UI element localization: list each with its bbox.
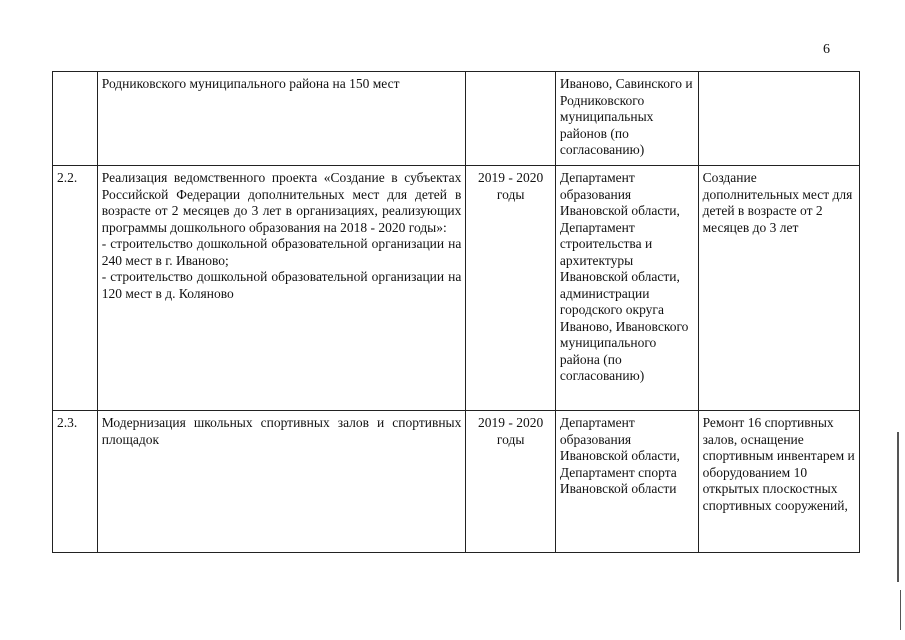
table-row (53, 411, 860, 553)
activity-name-text: Модернизация школьных спортивных залов и спортивных площадок (101, 415, 462, 447)
activity-name-text: Родниковского муниципального района на 150 мест (101, 76, 400, 91)
row-number-cell (53, 72, 98, 166)
executor-cell: Департамент образования Ивановской области, Департамент спорта Ивановской области (555, 411, 698, 553)
term-cell (466, 72, 556, 166)
table-row (53, 166, 860, 411)
table-row (53, 72, 860, 166)
row-number-cell: 2.2. (53, 166, 98, 411)
scan-edge-mark (900, 590, 901, 630)
activity-subitem-text: - строительство дошкольной образовательной организации на 120 мест в д. Коляново (101, 269, 462, 301)
result-cell (698, 72, 859, 166)
scan-edge-mark (897, 432, 899, 582)
result-cell: Создание дополнительных мест для детей в возрасте от 2 месяцев до 3 лет (698, 166, 859, 411)
executor-cell: Иваново, Савинского и Родниковского муниципальных районов (по согласованию) (555, 72, 698, 166)
row-number-cell: 2.3. (53, 411, 98, 553)
page-number: 6 (823, 42, 830, 57)
executor-cell: Департамент образования Ивановской области, Департамент строительства и архитектуры Ивановской области, администрации городского округа Иваново, Ивановского муниципального района (по согласованию) (555, 166, 698, 411)
term-cell: 2019 - 2020 годы (466, 166, 556, 411)
activity-name-cell (97, 72, 466, 166)
activity-name-cell (97, 166, 466, 411)
result-cell: Ремонт 16 спортивных залов, оснащение спортивным инвентарем и оборудованием 10 открытых плоскостных спортивных сооружений, (698, 411, 859, 553)
activity-subitem-text: - строительство дошкольной образовательной организации на 240 мест в г. Иваново; (101, 236, 462, 268)
term-cell: 2019 - 2020 годы (466, 411, 556, 553)
activity-name-cell (97, 411, 466, 553)
activities-table (52, 71, 860, 553)
activity-name-text: Реализация ведомственного проекта «Создание в субъектах Российской Федерации дополнительных мест для детей в возрасте от 2 месяцев до 3 лет в организациях, реализующих программы дошкольного образования на 2018 - 2020 годы»: (101, 170, 462, 235)
